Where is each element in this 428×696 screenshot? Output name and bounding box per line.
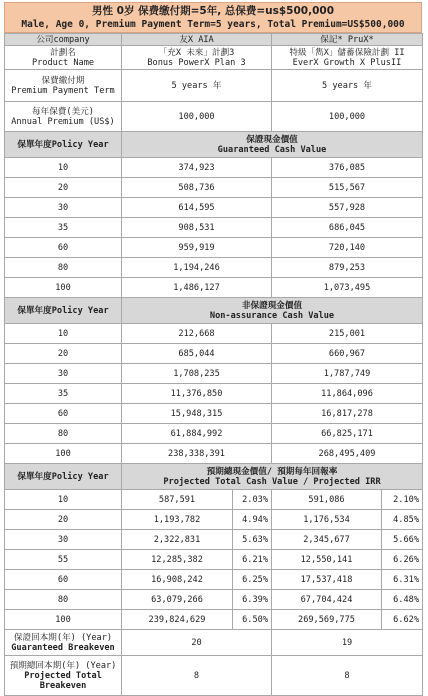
projected-breakeven-label-en2: Breakeven	[39, 680, 87, 691]
projected-row	[5, 550, 423, 570]
guaranteed-cash-value-a: 908,531	[122, 218, 272, 238]
non-assurance-cash-title-en: Non-assurance Cash Value	[209, 310, 335, 321]
payment-term-row	[5, 70, 423, 102]
projected-value-b: 67,704,424	[272, 590, 382, 610]
product-b-zh: 特級「雋X」儲蓄保險計劃 II	[289, 47, 405, 58]
non-assurance-cash-row	[5, 324, 423, 344]
guaranteed-cash-value-a: 374,923	[122, 158, 272, 178]
guaranteed-cash-value-b: 720,140	[272, 238, 423, 258]
guaranteed-cash-value-a: 1,194,246	[122, 258, 272, 278]
guaranteed-cash-value-a: 1,486,127	[122, 278, 272, 298]
projected-row	[5, 590, 423, 610]
guaranteed-cash-title-en: Guaranteed Cash Value	[217, 144, 327, 155]
premium-label-zh: 每年保費(美元)	[32, 106, 94, 117]
payment-term-label	[5, 70, 122, 102]
projected-row	[5, 510, 423, 530]
projected-value-a: 587,591	[122, 490, 233, 510]
premium-b: 100,000	[272, 102, 423, 132]
projected-irr-a: 6.50%	[233, 610, 272, 630]
payment-term-label-en: Premium Payment Term	[11, 85, 115, 96]
company-b: 保記* PruX*	[272, 34, 423, 46]
product-label-zh: 計劃名	[50, 47, 76, 58]
guaranteed-cash-value-b: 686,045	[272, 218, 423, 238]
projected-irr-b: 6.48%	[382, 590, 423, 610]
payment-term-b: 5 years 年	[272, 70, 423, 102]
projected-total-title	[122, 464, 423, 490]
guaranteed-cash-row	[5, 258, 423, 278]
projected-irr-b: 5.66%	[382, 530, 423, 550]
guaranteed-cash-row	[5, 278, 423, 298]
non-assurance-cash-year-label: 保單年度Policy Year	[5, 298, 122, 324]
guaranteed-cash-value-b: 376,085	[272, 158, 423, 178]
guaranteed-breakeven-b: 19	[272, 630, 423, 656]
non-assurance-cash-row	[5, 424, 423, 444]
payment-term-a: 5 years 年	[122, 70, 272, 102]
non-assurance-cash-value-b: 268,495,409	[272, 444, 423, 464]
guaranteed-cash-title	[122, 132, 423, 158]
comparison-table	[4, 33, 423, 696]
projected-irr-a: 6.39%	[233, 590, 272, 610]
projected-value-b: 1,176,534	[272, 510, 382, 530]
company-label: 公司company	[5, 34, 122, 46]
projected-total-title-en: Projected Total Cash Value / Projected IRR	[163, 476, 381, 487]
policy-year: 10	[5, 324, 122, 344]
non-assurance-cash-row	[5, 404, 423, 424]
banner-title-zh: 男性 0岁 保费缴付期=5年, 总保费=us$500,000	[91, 5, 335, 17]
guaranteed-breakeven-label	[5, 630, 122, 656]
policy-year: 30	[5, 530, 122, 550]
projected-value-a: 1,193,782	[122, 510, 233, 530]
projected-irr-b: 4.85%	[382, 510, 423, 530]
projected-irr-a: 4.94%	[233, 510, 272, 530]
guaranteed-cash-value-a: 614,595	[122, 198, 272, 218]
policy-year: 80	[5, 424, 122, 444]
non-assurance-cash-value-b: 11,864,096	[272, 384, 423, 404]
guaranteed-cash-row	[5, 198, 423, 218]
projected-total-title-zh: 預期總現金價值/ 預期每年回報率	[206, 466, 338, 477]
non-assurance-cash-value-b: 16,817,278	[272, 404, 423, 424]
non-assurance-cash-row	[5, 364, 423, 384]
policy-year: 100	[5, 444, 122, 464]
projected-row	[5, 610, 423, 630]
projected-irr-b: 6.62%	[382, 610, 423, 630]
guaranteed-cash-value-b: 515,567	[272, 178, 423, 198]
policy-year: 20	[5, 178, 122, 198]
product-row	[5, 46, 423, 70]
guaranteed-cash-header-row	[5, 132, 423, 158]
company-a: 友X AIA	[122, 34, 272, 46]
guaranteed-cash-value-b: 879,253	[272, 258, 423, 278]
guaranteed-breakeven-row	[5, 630, 423, 656]
projected-breakeven-a: 8	[122, 656, 272, 696]
projected-irr-b: 6.31%	[382, 570, 423, 590]
projected-breakeven-label	[5, 656, 122, 696]
non-assurance-cash-row	[5, 444, 423, 464]
guaranteed-cash-title-zh: 保證現金價值	[246, 134, 298, 145]
policy-year: 100	[5, 278, 122, 298]
premium-a: 100,000	[122, 102, 272, 132]
projected-breakeven-b: 8	[272, 656, 423, 696]
projected-value-a: 12,285,382	[122, 550, 233, 570]
projected-breakeven-label-zh: 預期總回本期(年) (Year)	[9, 660, 117, 671]
policy-year: 20	[5, 510, 122, 530]
projected-value-a: 16,908,242	[122, 570, 233, 590]
policy-year: 100	[5, 610, 122, 630]
non-assurance-cash-title	[122, 298, 423, 324]
projected-value-b: 17,537,418	[272, 570, 382, 590]
projected-irr-b: 2.10%	[382, 490, 423, 510]
projected-value-b: 2,345,677	[272, 530, 382, 550]
non-assurance-cash-value-a: 238,338,391	[122, 444, 272, 464]
non-assurance-cash-value-b: 215,001	[272, 324, 423, 344]
policy-year: 35	[5, 384, 122, 404]
policy-year: 60	[5, 570, 122, 590]
guaranteed-cash-row	[5, 158, 423, 178]
non-assurance-cash-value-a: 1,708,235	[122, 364, 272, 384]
projected-row	[5, 530, 423, 550]
projected-breakeven-row	[5, 656, 423, 696]
projected-breakeven-label-en1: Projected Total	[24, 670, 102, 681]
policy-year: 60	[5, 404, 122, 424]
non-assurance-cash-title-zh: 非保證現金價值	[241, 300, 303, 311]
premium-label	[5, 102, 122, 132]
guaranteed-cash-value-a: 508,736	[122, 178, 272, 198]
projected-row	[5, 490, 423, 510]
policy-year: 35	[5, 218, 122, 238]
guaranteed-breakeven-label-en: Guaranteed Breakeven	[11, 642, 115, 653]
non-assurance-cash-value-a: 212,668	[122, 324, 272, 344]
policy-year: 55	[5, 550, 122, 570]
banner-title-en: Male, Age 0, Premium Payment Term=5 years, Total Premium=US$500,000	[21, 19, 405, 30]
product-b	[272, 46, 423, 70]
policy-year: 10	[5, 158, 122, 178]
non-assurance-cash-value-b: 660,967	[272, 344, 423, 364]
policy-year: 80	[5, 258, 122, 278]
projected-irr-a: 5.63%	[233, 530, 272, 550]
policy-year: 80	[5, 590, 122, 610]
product-a-zh: 「充X 未來」計劃3	[158, 47, 235, 58]
non-assurance-cash-row	[5, 384, 423, 404]
product-b-en: EverX Growth X PlusII	[292, 57, 402, 68]
projected-value-b: 591,086	[272, 490, 382, 510]
policy-year: 20	[5, 344, 122, 364]
comparison-sheet	[4, 2, 422, 696]
guaranteed-cash-year-label: 保單年度Policy Year	[5, 132, 122, 158]
guaranteed-cash-row	[5, 238, 423, 258]
non-assurance-cash-row	[5, 344, 423, 364]
product-a	[122, 46, 272, 70]
payment-term-label-zh: 保費繳付期	[41, 75, 85, 86]
projected-value-b: 12,550,141	[272, 550, 382, 570]
policy-year: 30	[5, 364, 122, 384]
projected-irr-a: 6.21%	[233, 550, 272, 570]
projected-value-a: 239,824,629	[122, 610, 233, 630]
non-assurance-cash-value-a: 61,884,992	[122, 424, 272, 444]
projected-value-b: 269,569,775	[272, 610, 382, 630]
non-assurance-cash-header-row	[5, 298, 423, 324]
non-assurance-cash-value-a: 11,376,850	[122, 384, 272, 404]
guaranteed-breakeven-a: 20	[122, 630, 272, 656]
guaranteed-cash-value-a: 959,919	[122, 238, 272, 258]
projected-irr-a: 2.03%	[233, 490, 272, 510]
projected-total-header-row	[5, 464, 423, 490]
guaranteed-cash-value-b: 1,073,495	[272, 278, 423, 298]
premium-label-en: Annual Premium (US$)	[11, 116, 115, 127]
projected-value-a: 2,322,831	[122, 530, 233, 550]
guaranteed-cash-row	[5, 178, 423, 198]
non-assurance-cash-value-a: 685,044	[122, 344, 272, 364]
premium-row	[5, 102, 423, 132]
policy-year: 30	[5, 198, 122, 218]
title-banner	[4, 2, 422, 33]
product-label-en: Product Name	[31, 57, 95, 68]
policy-year: 10	[5, 490, 122, 510]
projected-irr-a: 6.25%	[233, 570, 272, 590]
projected-row	[5, 570, 423, 590]
non-assurance-cash-value-b: 1,787,749	[272, 364, 423, 384]
company-row	[5, 34, 423, 46]
projected-irr-b: 6.26%	[382, 550, 423, 570]
guaranteed-cash-value-b: 557,928	[272, 198, 423, 218]
non-assurance-cash-value-b: 66,825,171	[272, 424, 423, 444]
guaranteed-cash-row	[5, 218, 423, 238]
non-assurance-cash-value-a: 15,948,315	[122, 404, 272, 424]
product-label	[5, 46, 122, 70]
product-a-en: Bonus PowerX Plan 3	[147, 57, 246, 68]
projected-value-a: 63,079,266	[122, 590, 233, 610]
policy-year: 60	[5, 238, 122, 258]
guaranteed-breakeven-label-zh: 保證回本期(年) (Year)	[13, 632, 113, 643]
projected-total-year-label: 保單年度Policy Year	[5, 464, 122, 490]
